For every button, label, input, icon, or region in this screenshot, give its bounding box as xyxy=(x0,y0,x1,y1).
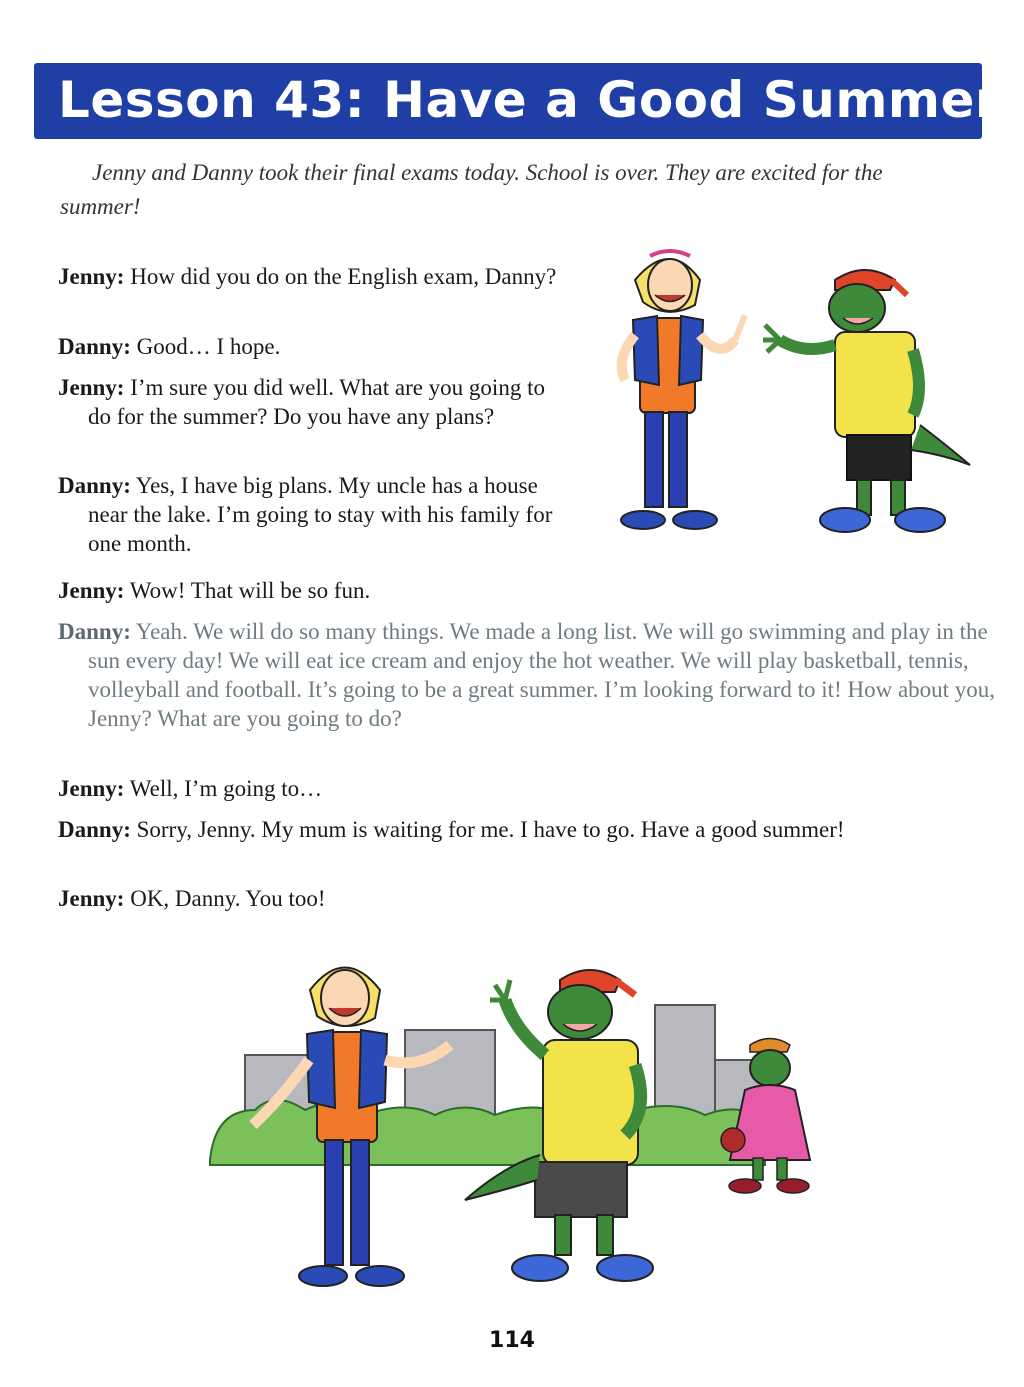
jenny-figure xyxy=(621,251,745,529)
speaker-name: Danny: xyxy=(58,817,131,842)
line-text: Well, I’m going to… xyxy=(129,776,323,801)
speaker-name: Jenny: xyxy=(58,264,125,289)
line-text: OK, Danny. You too! xyxy=(130,886,326,911)
lesson-title-bar xyxy=(34,63,1024,139)
dialogue-line xyxy=(58,884,988,913)
speaker-name: Jenny: xyxy=(58,776,125,801)
speaker-name: Jenny: xyxy=(58,886,125,911)
line-text: Sorry, Jenny. My mum is waiting for me. I have to go. Have a good summer! xyxy=(136,817,845,842)
jenny-danny-illustration xyxy=(595,240,985,550)
line-text: Wow! That will be so fun. xyxy=(129,578,371,603)
speaker-name: Jenny: xyxy=(58,375,125,400)
dialogue-line xyxy=(58,576,988,605)
line-text: How did you do on the English exam, Danny? xyxy=(130,264,557,289)
danny-figure xyxy=(763,270,970,532)
page-number: 114 xyxy=(489,1328,535,1353)
dialogue-line xyxy=(58,262,558,291)
dialogue-line xyxy=(58,815,968,844)
dialogue-line xyxy=(58,774,988,803)
dialogue-line xyxy=(58,332,558,361)
speaker-name: Jenny: xyxy=(58,578,125,603)
park-scene-illustration xyxy=(205,950,825,1300)
intro-paragraph: Jenny and Danny took their final exams today. School is over. They are excited for the summer! xyxy=(60,160,883,219)
speaker-name: Danny: xyxy=(58,619,131,644)
lesson-title: Lesson 43: Have a Good Summer! xyxy=(58,71,1024,129)
line-text: Good… I hope. xyxy=(136,334,281,359)
dialogue-line xyxy=(58,373,558,431)
dialogue-line xyxy=(58,471,568,558)
line-text: Yes, I have big plans. My uncle has a house near the lake. I’m going to stay with his family for one month. xyxy=(88,473,553,556)
dialogue-line xyxy=(58,617,998,733)
speaker-name: Danny: xyxy=(58,334,131,359)
line-text: I’m sure you did well. What are you going to do for the summer? Do you have any plans? xyxy=(88,375,545,429)
speaker-name: Danny: xyxy=(58,473,131,498)
line-text: Yeah. We will do so many things. We made a long list. We will go swimming and play in the sun every day! We will eat ice cream and enjoy the hot weather. We will play basketball, tennis, volleyball and football. It’s going to be a great summer. I’m looking forward to it! How about you, Jenny? What are you going to do? xyxy=(88,619,996,731)
